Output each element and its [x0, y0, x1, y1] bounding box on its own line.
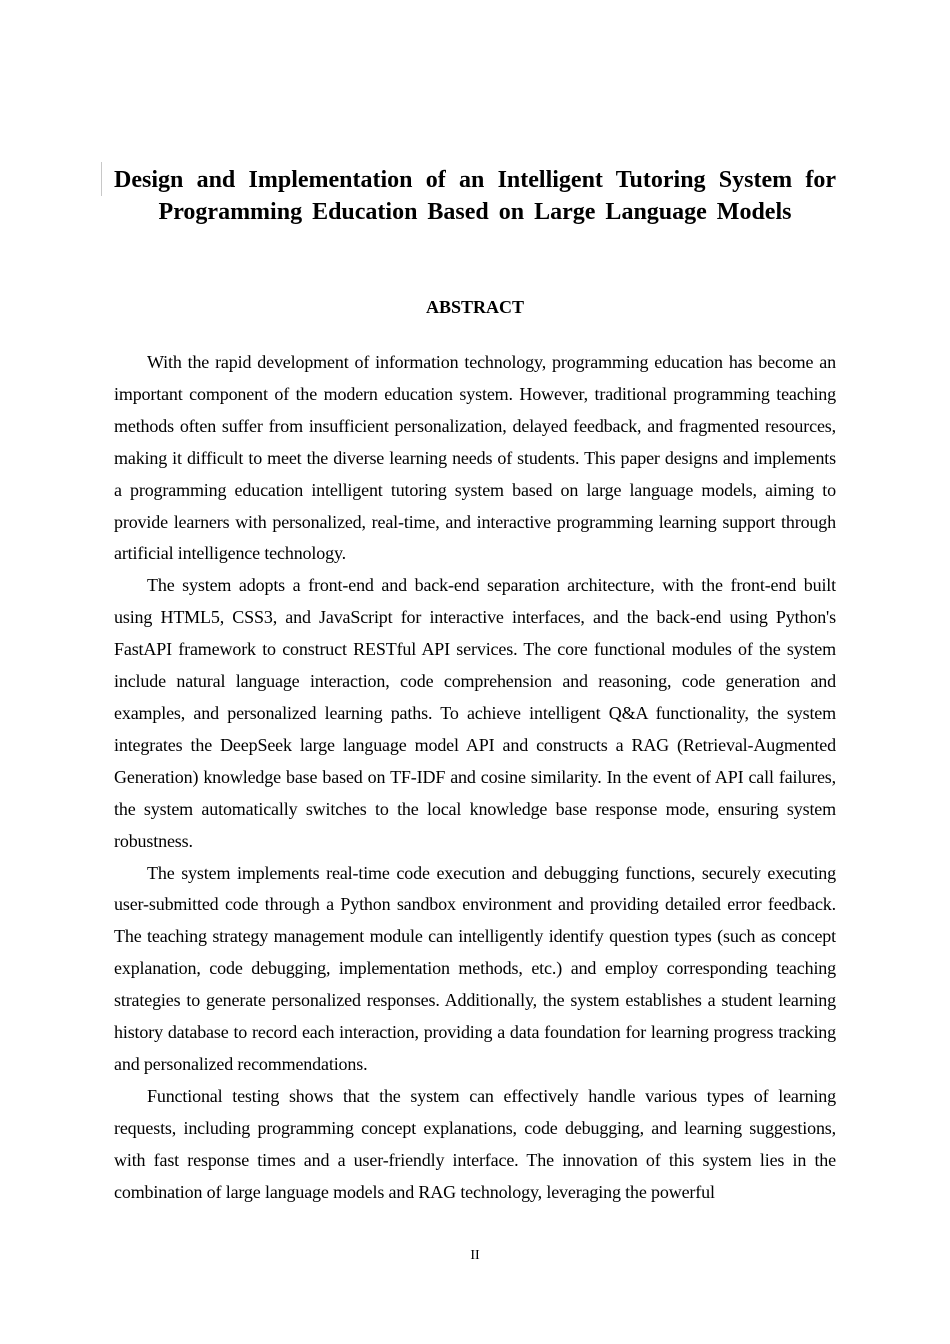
paper-title: Design and Implementation of an Intelligent Tutoring System for Programming Education Based on Large Language Models — [114, 167, 836, 225]
abstract-heading: ABSTRACT — [425, 297, 525, 317]
margin-marker — [101, 162, 102, 196]
abstract-body — [114, 347, 836, 1208]
page-number: II — [470, 1248, 480, 1263]
abstract-paragraph-3: The system implements real-time code execution and debugging functions, securely executing user-submitted code through a Python sandbox environment and providing detailed error feedback. The teaching strategy management module can intelligently identify question types (such as concept explanation, code debugging, implementation methods, etc.) and employ corresponding teaching strategies to generate personalized responses. Additionally, the system establishes a student learning history database to record each interaction, providing a data foundation for learning progress tracking and personalized recommendations. — [114, 862, 836, 1074]
abstract-paragraph-4: Functional testing shows that the system can effectively handle various types of learning requests, including programming concept explanations, code debugging, and learning suggestions, with fast response times and a user-friendly interface. The innovation of this system lies in the combination of large language models and RAG technology, leveraging the powerful — [114, 1085, 836, 1202]
abstract-paragraph-1: With the rapid development of information technology, programming education has become an important component of the modern education system. However, traditional programming teaching methods often suffer from insufficient personalization, delayed feedback, and fragmented resources, making it difficult to meet the diverse learning needs of students. This paper designs and implements a programming education intelligent tutoring system based on large language models, aiming to provide learners with personalized, real-time, and interactive programming learning support through artificial intelligence technology. — [114, 352, 836, 564]
abstract-paragraph-2: The system adopts a front-end and back-end separation architecture, with the front-end built using HTML5, CSS3, and JavaScript for interactive interfaces, and the back-end using Python's FastAPI framework to construct RESTful API services. The core functional modules of the system include natural language interaction, code comprehension and reasoning, code generation and examples, and personalized learning paths. To achieve intelligent Q&A functionality, the system integrates the DeepSeek large language model API and constructs a RAG (Retrieval-Augmented Generation) knowledge base based on TF-IDF and cosine similarity. In the event of API call failures, the system automatically switches to the local knowledge base response mode, ensuring system robustness. — [114, 575, 836, 851]
